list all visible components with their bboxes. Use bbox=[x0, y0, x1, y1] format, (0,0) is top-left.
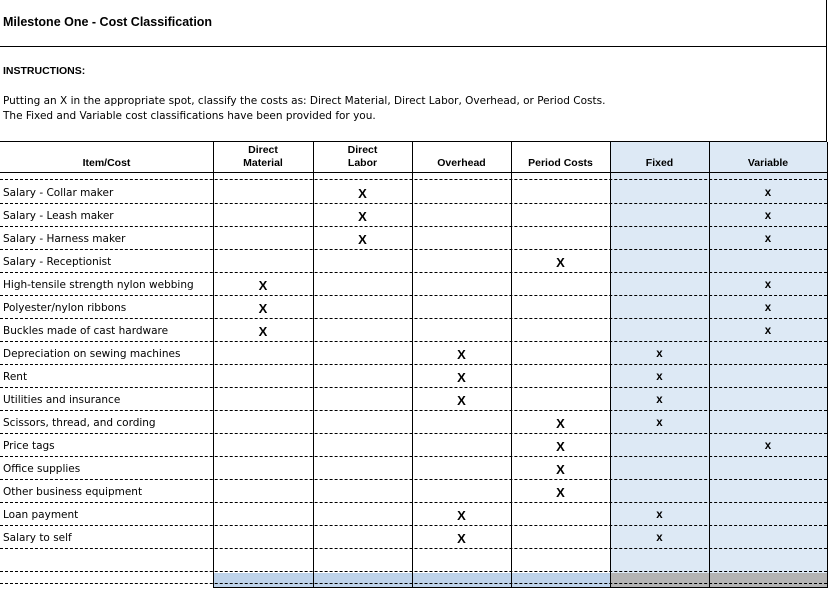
row-item-label: Salary - Receptionist bbox=[3, 256, 112, 268]
column-header-text-item bbox=[0, 157, 213, 170]
column-divider bbox=[827, 142, 828, 588]
mark-oh: X bbox=[457, 508, 466, 523]
mark-variable: x bbox=[764, 210, 772, 222]
column-divider bbox=[412, 142, 413, 588]
mark-dl: X bbox=[358, 232, 367, 247]
column-divider bbox=[709, 142, 710, 588]
row-separator bbox=[0, 571, 827, 572]
mark-pc: X bbox=[556, 439, 565, 454]
instructions-line-2: The Fixed and Variable cost classifications have been provided for you. bbox=[3, 110, 376, 122]
row-item-label: High-tensile strength nylon webbing bbox=[3, 279, 194, 291]
footer-cell-dm bbox=[214, 573, 313, 587]
row-item-label: Other business equipment bbox=[3, 486, 143, 498]
row-item-label: Buckles made of cast hardware bbox=[3, 325, 169, 337]
row-separator bbox=[0, 226, 827, 227]
instructions-line-1: Putting an X in the appropriate spot, classify the costs as: Direct Material, Direct Labor, Overhead, or Period Costs. bbox=[3, 95, 606, 107]
mark-fixed: x bbox=[656, 371, 663, 383]
column-header-line1-dm: Direct bbox=[248, 144, 278, 156]
column-header-line2-dm: Material bbox=[243, 157, 283, 169]
mark-oh: X bbox=[457, 393, 466, 408]
row-separator bbox=[0, 583, 827, 584]
footer-cell-dl bbox=[314, 573, 412, 587]
mark-pc: X bbox=[556, 485, 565, 500]
row-item-label: Salary - Leash maker bbox=[3, 210, 114, 222]
column-header-fixed bbox=[610, 142, 709, 172]
column-header-text-fixed bbox=[610, 157, 709, 170]
instructions-heading: INSTRUCTIONS: bbox=[3, 65, 86, 77]
header-bottom-border bbox=[0, 172, 827, 173]
row-item-label: Salary to self bbox=[3, 532, 72, 544]
row-item-label: Rent bbox=[3, 371, 28, 383]
column-header-text-dm bbox=[213, 144, 313, 170]
column-header-text-dl bbox=[313, 144, 412, 170]
column-header-line2-oh: Overhead bbox=[437, 157, 486, 169]
mark-fixed: x bbox=[656, 532, 663, 544]
footer-cell-oh bbox=[413, 573, 511, 587]
column-header-variable bbox=[709, 142, 827, 172]
mark-fixed: x bbox=[656, 394, 663, 406]
row-item-label: Price tags bbox=[3, 440, 55, 452]
instructions-band bbox=[0, 47, 827, 142]
column-header-text-pc bbox=[511, 157, 610, 170]
column-header-line2-item: Item/Cost bbox=[82, 157, 131, 169]
mark-fixed: x bbox=[656, 348, 663, 360]
mark-pc: X bbox=[556, 255, 565, 270]
column-header-line2-variable: Variable bbox=[747, 157, 789, 169]
column-divider bbox=[213, 142, 214, 588]
column-divider bbox=[511, 142, 512, 588]
column-header-line1-dl: Direct bbox=[347, 144, 378, 156]
column-header-text-variable bbox=[709, 157, 827, 170]
mark-oh: X bbox=[457, 531, 466, 546]
footer-cell-fixed bbox=[610, 573, 710, 587]
row-separator bbox=[0, 272, 827, 273]
footer-cell-variable bbox=[709, 573, 827, 587]
row-item-label: Depreciation on sewing machines bbox=[3, 348, 181, 360]
row-item-label: Utilities and insurance bbox=[3, 394, 121, 406]
mark-pc: X bbox=[556, 416, 565, 431]
row-separator bbox=[0, 479, 827, 480]
mark-fixed: x bbox=[656, 417, 663, 429]
column-header-dl bbox=[313, 142, 412, 172]
mark-oh: X bbox=[457, 347, 466, 362]
mark-dm: X bbox=[258, 301, 268, 316]
column-header-line2-pc: Period Costs bbox=[528, 157, 593, 169]
mark-variable: x bbox=[764, 302, 772, 314]
mark-variable: x bbox=[764, 279, 772, 291]
row-item-label: Office supplies bbox=[3, 463, 81, 475]
column-header-text-oh bbox=[412, 157, 511, 170]
mark-dm: X bbox=[258, 278, 268, 293]
column-header-pc bbox=[511, 142, 610, 172]
row-item-label: Loan payment bbox=[3, 509, 79, 521]
row-separator bbox=[0, 179, 827, 180]
column-divider bbox=[610, 142, 611, 588]
footer-cell-pc bbox=[512, 573, 610, 587]
title-band bbox=[0, 0, 827, 47]
row-item-label: Salary - Harness maker bbox=[3, 233, 126, 245]
row-item-label: Scissors, thread, and cording bbox=[3, 417, 156, 429]
column-header-line2-fixed: Fixed bbox=[645, 157, 674, 169]
mark-dl: X bbox=[358, 186, 367, 201]
row-separator bbox=[0, 456, 827, 457]
mark-variable: x bbox=[764, 440, 772, 452]
mark-fixed: x bbox=[656, 509, 663, 521]
row-item-label: Polyester/nylon ribbons bbox=[3, 302, 127, 314]
row-item-label: Salary - Collar maker bbox=[3, 187, 114, 199]
mark-dm: X bbox=[258, 324, 268, 339]
mark-oh: X bbox=[457, 370, 466, 385]
mark-variable: x bbox=[764, 233, 772, 245]
column-divider bbox=[313, 142, 314, 588]
footer-bottom-border bbox=[213, 587, 827, 588]
row-separator bbox=[0, 203, 827, 204]
column-header-item bbox=[0, 142, 213, 172]
mark-dl: X bbox=[358, 209, 367, 224]
mark-variable: x bbox=[764, 187, 772, 199]
column-header-oh bbox=[412, 142, 511, 172]
mark-pc: X bbox=[556, 462, 565, 477]
column-header-dm bbox=[213, 142, 313, 172]
sheet-title: Milestone One - Cost Classification bbox=[3, 15, 213, 29]
mark-variable: x bbox=[764, 325, 772, 337]
column-header-line2-dl: Labor bbox=[347, 157, 378, 169]
